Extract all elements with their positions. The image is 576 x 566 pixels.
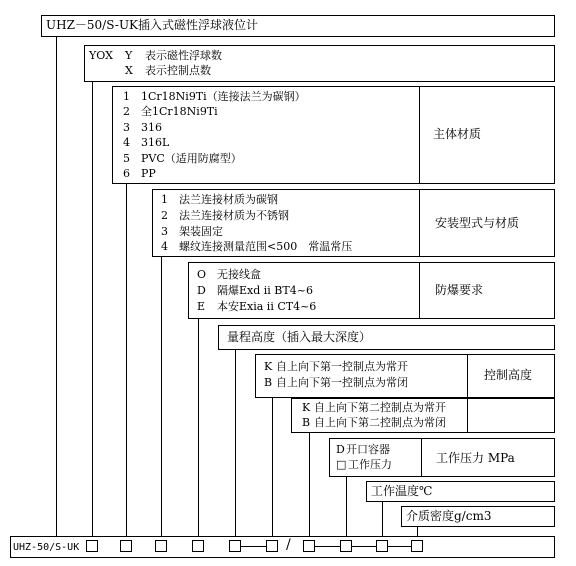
connector-line	[161, 255, 162, 538]
material-code: 1	[123, 90, 130, 103]
connector-line	[198, 318, 199, 538]
pressure-box	[329, 438, 555, 477]
page-title: UHZ－50/S-UK插入式磁性浮球液位计	[46, 18, 259, 32]
control2-code: K	[302, 401, 311, 414]
explosion-code: E	[197, 300, 206, 313]
material-text: PVC（适用防腐型）	[141, 152, 242, 165]
install-box	[152, 189, 555, 257]
connector-line	[272, 397, 273, 538]
temperature-box	[366, 481, 555, 502]
pressure-text: 工作压力	[348, 458, 392, 471]
install-text: 法兰连接材质为碳钢	[179, 193, 278, 206]
control2-divider	[467, 399, 468, 432]
density-label: 介质密度g/cm3	[406, 509, 492, 523]
material-code: 6	[123, 167, 130, 180]
install-code: 3	[161, 225, 168, 238]
install-code: 1	[161, 193, 168, 206]
pressure-text: 开口容器	[346, 443, 390, 456]
control2-text: 自上向下第二控制点为常闭	[314, 416, 446, 429]
material-divider	[419, 87, 420, 183]
yox-prefix: YOX	[89, 49, 113, 62]
install-divider	[419, 190, 420, 256]
density-box	[401, 506, 555, 527]
material-text: 全1Cr18Ni9Ti	[141, 105, 218, 118]
connector-line	[382, 501, 383, 538]
material-text: 1Cr18Ni9Ti（连接法兰为碳钢）	[141, 90, 306, 103]
slot-dash	[388, 546, 411, 547]
explosion-code: O	[197, 268, 207, 281]
control1-box	[255, 354, 555, 398]
connector-line	[56, 36, 57, 538]
material-code: 5	[123, 152, 130, 165]
slot-dash	[352, 546, 376, 547]
material-code: 3	[123, 121, 130, 134]
pressure-divider	[421, 439, 422, 476]
install-code: 4	[161, 240, 168, 253]
model-label: UHZ-50/S-UK	[13, 542, 80, 553]
range-box	[218, 325, 555, 350]
yox-text-x: 表示控制点数	[145, 64, 211, 77]
pressure-code: D	[336, 443, 345, 456]
control1-text: 自上向下第一控制点为常闭	[276, 376, 408, 389]
temperature-label: 工作温度℃	[371, 484, 433, 498]
pressure-code: □	[336, 458, 347, 471]
code-slot	[266, 540, 278, 552]
control1-text: 自上向下第一控制点为常开	[276, 360, 408, 373]
install-text: 法兰连接材质为不锈钢	[179, 209, 289, 222]
material-text: 316L	[141, 136, 170, 149]
control2-text: 自上向下第二控制点为常开	[314, 401, 446, 414]
connector-line	[346, 476, 347, 538]
connector-line	[235, 349, 236, 538]
material-code: 4	[123, 136, 130, 149]
control1-code: B	[264, 376, 273, 389]
code-slot	[120, 540, 132, 552]
code-slot	[340, 540, 352, 552]
connector-line	[309, 432, 310, 538]
slot-dash	[315, 546, 340, 547]
code-slot	[155, 540, 167, 552]
title-box	[41, 15, 555, 37]
material-code: 2	[123, 105, 130, 118]
install-text: 架装固定	[179, 225, 223, 238]
code-slot	[229, 540, 241, 552]
explosion-text: 隔爆Exd ii BT4~6	[217, 284, 313, 297]
connector-line	[126, 183, 127, 538]
explosion-code: D	[197, 284, 206, 297]
explosion-box	[188, 262, 555, 319]
control2-box	[291, 398, 555, 433]
yox-text-y: 表示磁性浮球数	[145, 49, 222, 62]
code-slot	[303, 540, 315, 552]
material-label: 主体材质	[433, 127, 482, 141]
material-text: 316	[141, 121, 162, 134]
connector-line	[92, 80, 93, 538]
control1-divider	[467, 355, 468, 397]
explosion-divider	[419, 263, 420, 318]
material-text: PP	[141, 167, 156, 180]
range-label: 量程高度（插入最大深度）	[227, 330, 372, 344]
slash-separator: /	[286, 537, 291, 553]
code-slot	[86, 540, 98, 552]
code-slot	[411, 540, 423, 552]
control1-code: K	[264, 360, 273, 373]
install-label: 安装型式与材质	[435, 216, 520, 230]
yox-code-y: Y	[125, 49, 133, 62]
material-box	[112, 86, 555, 184]
install-code: 2	[161, 209, 168, 222]
slot-dash	[241, 546, 266, 547]
install-text: 螺纹连接测量范围<500 常温常压	[179, 240, 353, 253]
control1-label: 控制高度	[484, 368, 533, 382]
pressure-label: 工作压力 MPa	[436, 451, 515, 465]
control2-code: B	[302, 416, 311, 429]
explosion-label: 防爆要求	[435, 283, 484, 297]
code-slot	[376, 540, 388, 552]
explosion-text: 无接线盒	[217, 268, 261, 281]
yox-box	[84, 45, 555, 82]
explosion-text: 本安Exia ii CT4~6	[217, 300, 317, 313]
code-slot	[192, 540, 204, 552]
yox-code-x: X	[125, 64, 133, 77]
